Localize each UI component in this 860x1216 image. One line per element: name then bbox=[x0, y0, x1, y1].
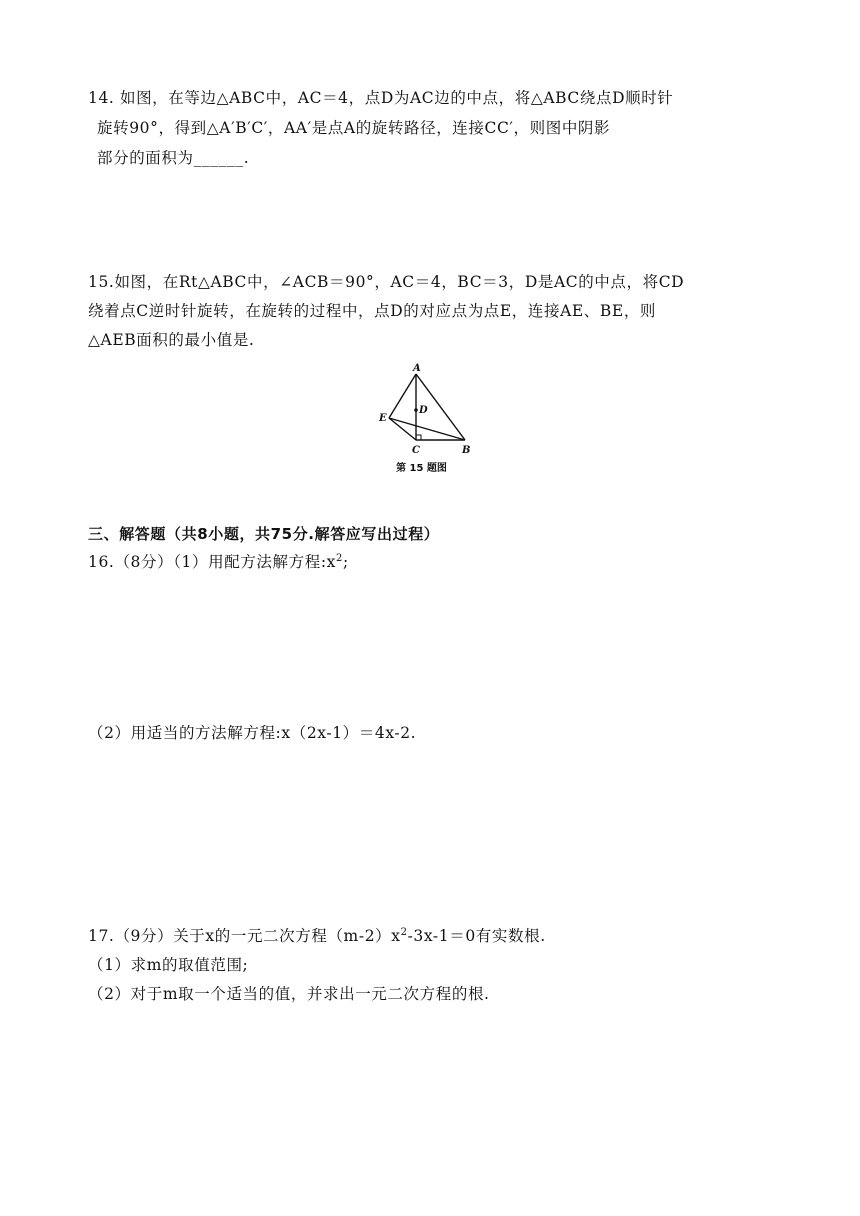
q15-line-1: 15.如图，在Rt△ABC中，∠ACB＝90°，AC＝4，BC＝3，D是AC的中点，将CD bbox=[88, 273, 685, 291]
q16-part-1-text: 16.（8分）（1）用配方法解方程:x bbox=[88, 553, 336, 571]
label-c: C bbox=[412, 445, 420, 456]
figure-caption: 第 15 题图 bbox=[396, 463, 447, 474]
segment-eb bbox=[389, 418, 465, 440]
label-a: A bbox=[413, 363, 421, 374]
q16-part-1 bbox=[88, 552, 349, 572]
section-3-heading: 三、解答题（共8小题，共75分.解答应写出过程） bbox=[88, 525, 440, 543]
q16-part-1-suffix: ; bbox=[342, 553, 349, 571]
label-e: E bbox=[379, 413, 387, 424]
q16-part-2: （2）用适当的方法解方程:x（2x-1）＝4x-2. bbox=[88, 724, 417, 742]
q17-stem-text: 17.（9分）关于x的一元二次方程（m-2）x bbox=[88, 927, 401, 945]
q15-figure bbox=[370, 360, 480, 478]
q17-part-2: （2）对于m取一个适当的值，并求出一元二次方程的根. bbox=[88, 985, 490, 1003]
q14-line-3: 部分的面积为______. bbox=[97, 149, 250, 167]
q17-stem-suffix: -3x-1＝0有实数根. bbox=[407, 927, 546, 945]
q16-exponent: 2 bbox=[336, 552, 343, 564]
q14-line-2: 旋转90°，得到△A′B′C′，AA′是点A的旋转路径，连接CC′，则图中阴影 bbox=[97, 119, 611, 137]
label-b: B bbox=[462, 445, 471, 456]
q17-exponent: 2 bbox=[400, 926, 408, 938]
point-d-dot bbox=[414, 408, 418, 412]
segment-ae bbox=[389, 374, 416, 418]
right-angle-mark bbox=[416, 435, 421, 440]
q14-line-1: 14. 如图，在等边△ABC中，AC＝4，点D为AC边的中点，将△ABC绕点D顺时针 bbox=[88, 89, 674, 107]
q17-part-1: （1）求m的取值范围; bbox=[88, 956, 249, 974]
q17-stem bbox=[88, 926, 546, 946]
q15-line-3: △AEB面积的最小值是. bbox=[88, 331, 255, 349]
q15-line-2: 绕着点C逆时针旋转，在旋转的过程中，点D的对应点为点E，连接AE、BE，则 bbox=[88, 302, 657, 320]
label-d: D bbox=[419, 405, 428, 416]
